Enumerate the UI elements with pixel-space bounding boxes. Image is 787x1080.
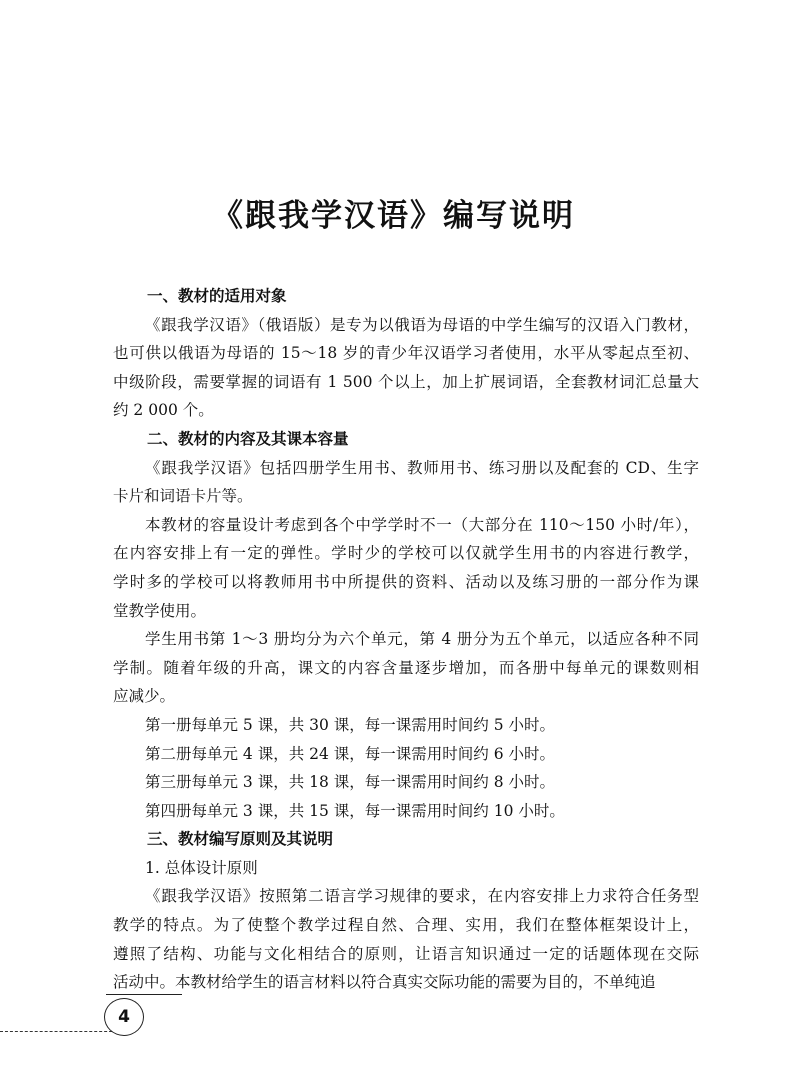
text-line: 学生用书第 1～3 册均分为六个单元，第 4 册分为五个单元，以适应各种不同	[145, 630, 699, 649]
text-line: 在内容安排上有一定的弹性。学时少的学校可以仅就学生用书的内容进行教学，	[113, 544, 699, 563]
paragraph	[113, 854, 699, 883]
paragraph	[113, 454, 699, 511]
text-line: 学时多的学校可以将教师用书中所提供的资料、活动以及练习册的一部分作为课	[113, 572, 699, 591]
text-line: 教学的特点。为了使整个教学过程自然、合理、实用，我们在整体框架设计上，	[113, 916, 699, 935]
text-line: 第三册每单元 3 课，共 18 课，每一课需用时间约 8 小时。	[145, 773, 556, 792]
section-heading: 一、教材的适用对象	[147, 287, 287, 305]
paragraph	[113, 768, 699, 797]
paragraph	[113, 740, 699, 769]
text-line: 活动中。本教材给学生的语言材料以符合真实交际功能的需要为目的，不单纯追	[113, 973, 656, 992]
body-text	[113, 282, 699, 997]
paragraph	[113, 711, 699, 740]
text-line: 卡片和词语卡片等。	[113, 487, 253, 506]
paragraph	[113, 797, 699, 826]
section-heading: 三、教材编写原则及其说明	[147, 830, 334, 849]
footer-dashed-rule	[0, 1031, 122, 1032]
text-line: 约 2 000 个。	[113, 401, 214, 420]
text-line: 应减少。	[113, 687, 176, 706]
paragraph	[113, 311, 699, 425]
text-line: 1. 总体设计原则	[145, 858, 258, 877]
text-line: 本教材的容量设计考虑到各个中学学时不一（大部分在 110～150 小时/年），	[145, 515, 699, 534]
text-line: 第二册每单元 4 课，共 24 课，每一课需用时间约 6 小时。	[145, 744, 556, 763]
paragraph	[113, 625, 699, 711]
text-line: 遵照了结构、功能与文化相结合的原则，让语言知识通过一定的话题体现在交际	[113, 944, 699, 963]
text-line: 也可供以俄语为母语的 15～18 岁的青少年汉语学习者使用，水平从零起点至初、	[113, 344, 699, 363]
paragraph	[113, 882, 699, 996]
text-line: 第一册每单元 5 课，共 30 课，每一课需用时间约 5 小时。	[145, 715, 556, 734]
text-line: 堂教学使用。	[113, 601, 207, 620]
paragraph	[113, 511, 699, 625]
text-line: 《跟我学汉语》按照第二语言学习规律的要求，在内容安排上力求符合任务型	[145, 887, 699, 906]
text-line: 第四册每单元 3 课，共 15 课，每一课需用时间约 10 小时。	[145, 801, 565, 820]
text-line: 《跟我学汉语》（俄语版）是专为以俄语为母语的中学生编写的汉语入门教材，	[145, 315, 699, 334]
page-title: 《跟我学汉语》编写说明	[212, 198, 575, 234]
text-line: 学制。随着年级的升高，课文的内容含量逐步增加，而各册中每单元的课数则相	[113, 658, 699, 677]
text-line: 《跟我学汉语》包括四册学生用书、教师用书、练习册以及配套的 CD、生字	[145, 458, 699, 477]
page-number: 4	[104, 998, 144, 1036]
text-line: 中级阶段，需要掌握的词语有 1 500 个以上，加上扩展词语，全套教材词汇总量大	[113, 372, 699, 391]
footer-rule	[106, 994, 182, 995]
section-heading: 二、教材的内容及其课本容量	[147, 429, 349, 448]
